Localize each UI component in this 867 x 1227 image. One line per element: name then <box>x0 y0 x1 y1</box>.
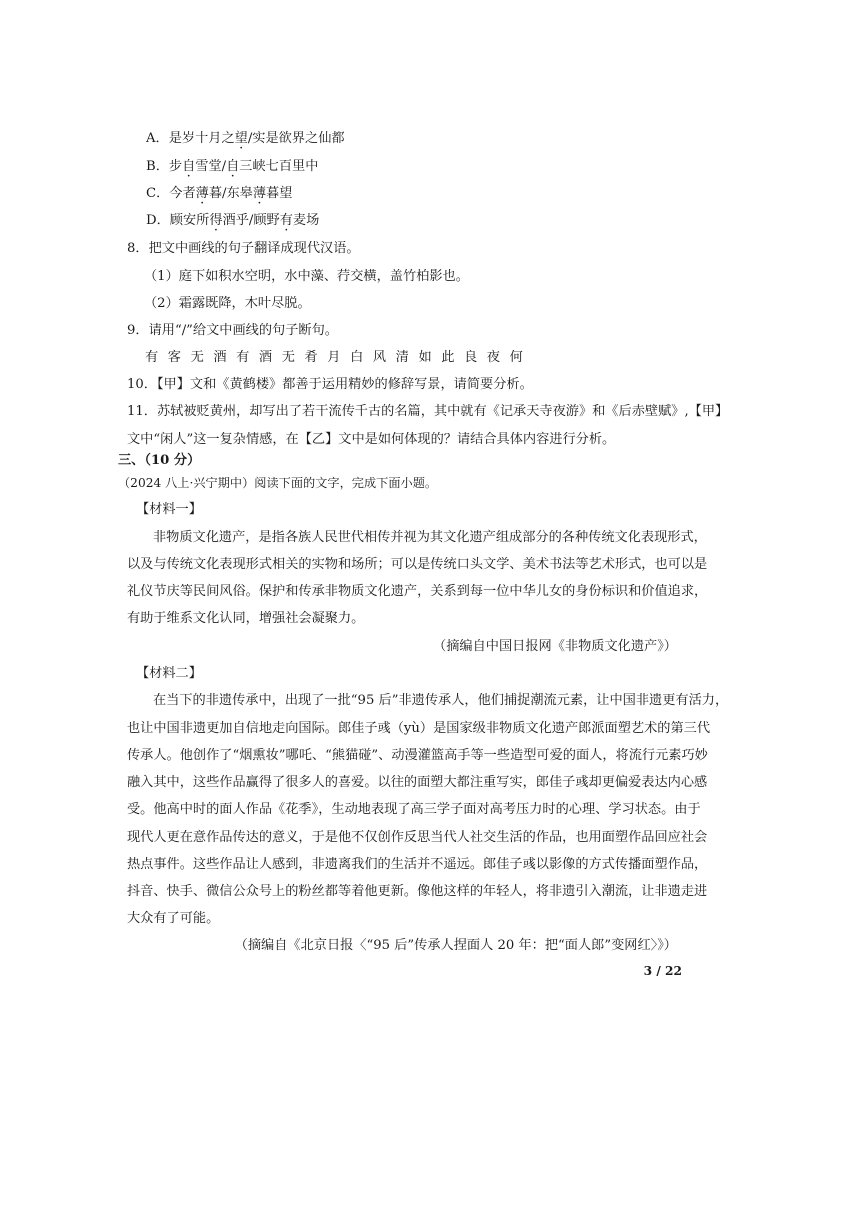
emphasis-char: 得 <box>209 213 223 228</box>
emphasis-char: 望 <box>234 131 248 146</box>
material-2-line: 也让中国非遗更加自信地走向国际。郎佳子彧（yù）是国家级非物质文化遗产郎派面塑艺术的第三代 <box>127 721 711 736</box>
emphasis-char: 薄 <box>252 186 267 201</box>
material-1-citation: （摘编自中国日报网《非物质文化遗产》） <box>433 639 677 654</box>
emphasis-char: 有 <box>279 213 293 228</box>
page-number: 3 / 22 <box>643 964 682 978</box>
question-8-sub-2: （2）霜露既降，木叶尽脱。 <box>144 296 311 311</box>
emphasis-char: 自 <box>226 159 240 174</box>
section-heading: 三、（10 分） <box>118 453 201 468</box>
material-1-line: 非物质文化遗产，是指各族人民世代相传并视为其文化遗产组成部分的各种传统文化表现形式， <box>153 530 707 545</box>
material-1-title: 【材料一】 <box>136 502 202 517</box>
question-11-line-2: 文中“闲人”这一复杂情感，在【乙】文中是如何体现的？请结合具体内容进行分析。 <box>127 432 616 447</box>
material-2-citation: （摘编自《北京日报〈“95 后”传承人捏面人 20 年：把“面人郎”变网红〉》） <box>234 938 677 953</box>
material-1-line: 有助于维系文化认同，增强社会凝聚力。 <box>127 611 365 626</box>
material-2-line: 在当下的非遗传承中，出现了一批“95 后”非遗传承人，他们捕捉潮流元素，让中国非遗更有活力， <box>153 693 729 708</box>
question-11-line-1: 11．苏轼被贬黄州，却写出了若干流传千古的名篇，其中就有《记承天寺夜游》和《后赤壁赋》,【甲】 <box>127 404 729 419</box>
material-2-line: 大众有了可能。 <box>127 911 220 926</box>
question-8-sub-1: （1）庭下如积水空明，水中藻、荇交横，盖竹柏影也。 <box>144 269 469 284</box>
material-2-line: 传承人。他创作了“烟熏妆”哪吒、“熊猫碰”、动漫灌篮高手等一些造型可爱的面人，将流行元素巧妙 <box>127 748 708 763</box>
material-1-line: 以及与传统文化表现形式相关的实物和场所；可以是传统口头文学、美术书法等艺术形式，也可以是 <box>127 557 708 572</box>
option-b: B．步自雪堂/自三峡七百里中 <box>146 159 319 174</box>
emphasis-char: 自 <box>182 159 196 174</box>
material-2-line: 受。他高中时的面人作品《花季》，生动地表现了高三学子面对高考压力时的心理、学习状态。由于 <box>127 802 701 817</box>
question-9-sentence: 有客无酒有酒无肴月白风清如此良夜何 <box>145 350 533 365</box>
material-2-line: 热点事件。这些作品让人感到，非遗离我们的生活并不遥远。郎佳子彧以影像的方式传播面塑作品， <box>127 857 708 872</box>
question-8-stem: 8．把文中画线的句子翻译成现代汉语。 <box>127 241 360 256</box>
material-2-line: 抖音、快手、微信公众号上的粉丝都等着他更新。像他这样的年轻人，将非遗引入潮流，让非遗走进 <box>127 884 708 899</box>
option-a: A．是岁十月之望/实是欲界之仙都 <box>146 131 345 146</box>
material-2-line: 融入其中，这些作品赢得了很多人的喜爱。以往的面塑大都注重写实，郎佳子彧却更偏爱表达内心感 <box>127 775 708 790</box>
question-10: 10．【甲】文和《黄鹤楼》都善于运用精妙的修辞写景，请简要分析。 <box>127 377 533 392</box>
question-9-stem: 9．请用“/”给文中画线的句子断句。 <box>127 323 338 338</box>
material-2-line: 现代人更在意作品传达的意义，于是他不仅创作反思当代人社交生活的作品，也用面塑作品回应社会 <box>127 830 708 845</box>
option-c: C．今者薄暮/东皋薄暮望 <box>146 186 293 201</box>
option-d: D．顾安所得酒乎/顾野有麦场 <box>146 213 320 228</box>
material-2-title: 【材料二】 <box>136 666 202 681</box>
emphasis-char: 薄 <box>195 186 209 201</box>
section-source: （2024 八上·兴宁期中）阅读下面的文字，完成下面小题。 <box>118 476 438 490</box>
material-1-line: 礼仪节庆等民间风俗。保护和传承非物质文化遗产，关系到每一位中华儿女的身份标识和价值追求， <box>127 584 708 599</box>
